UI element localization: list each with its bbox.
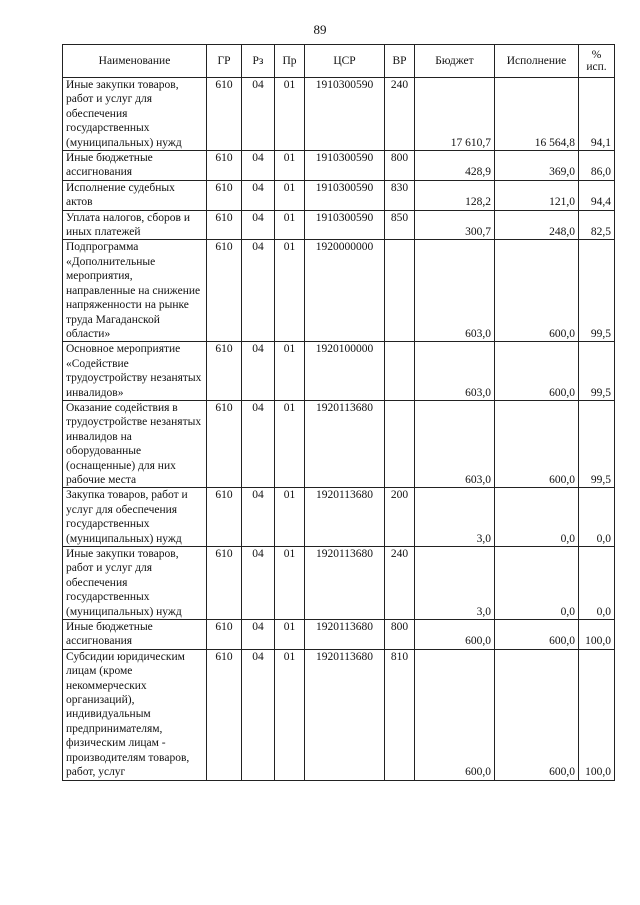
header-execution: Исполнение: [495, 45, 579, 78]
header-budget: Бюджет: [415, 45, 495, 78]
row-gr: 610: [207, 210, 242, 240]
row-rz: 04: [242, 547, 275, 620]
row-gr: 610: [207, 488, 242, 547]
row-pr: 01: [275, 400, 305, 487]
row-rz: 04: [242, 649, 275, 780]
row-vr: 810: [385, 649, 415, 780]
row-rz: 04: [242, 210, 275, 240]
row-name: Иные бюджетные ассигнования: [63, 151, 207, 181]
row-percent: 99,5: [579, 400, 615, 487]
row-percent: 86,0: [579, 151, 615, 181]
row-gr: 610: [207, 620, 242, 650]
row-budget: 600,0: [415, 620, 495, 650]
row-budget: 603,0: [415, 342, 495, 401]
row-vr: [385, 342, 415, 401]
row-csr: 1920100000: [305, 342, 385, 401]
row-pr: 01: [275, 547, 305, 620]
row-vr: 200: [385, 488, 415, 547]
row-execution: 0,0: [495, 488, 579, 547]
header-name: Наименование: [63, 45, 207, 78]
row-pr: 01: [275, 151, 305, 181]
row-percent: 82,5: [579, 210, 615, 240]
header-rz: Рз: [242, 45, 275, 78]
row-percent: 0,0: [579, 488, 615, 547]
row-execution: 600,0: [495, 400, 579, 487]
row-csr: 1920000000: [305, 240, 385, 342]
row-gr: 610: [207, 240, 242, 342]
row-budget: 600,0: [415, 649, 495, 780]
row-gr: 610: [207, 547, 242, 620]
row-name: Субсидии юридическим лицам (кроме некоммерческих организаций), индивидуальным предпринимателям, физическим лицам - производителям товаров, работ, услуг: [63, 649, 207, 780]
table-row: [63, 78, 615, 151]
table-row: [63, 210, 615, 240]
row-name: Оказание содействия в трудоустройстве незанятых инвалидов на оборудованные (оснащенные) для них рабочие места: [63, 400, 207, 487]
row-csr: 1910300590: [305, 180, 385, 210]
row-percent: 99,5: [579, 240, 615, 342]
row-name: Основное мероприятие «Содействие трудоустройству незанятых инвалидов»: [63, 342, 207, 401]
row-csr: 1910300590: [305, 151, 385, 181]
row-vr: 830: [385, 180, 415, 210]
header-gr: ГР: [207, 45, 242, 78]
row-gr: 610: [207, 151, 242, 181]
table-row: [63, 488, 615, 547]
table-row: [63, 180, 615, 210]
row-name: Иные закупки товаров, работ и услуг для обеспечения государственных (муниципальных) нужд: [63, 547, 207, 620]
row-execution: 248,0: [495, 210, 579, 240]
row-name: Иные закупки товаров, работ и услуг для обеспечения государственных (муниципальных) нужд: [63, 78, 207, 151]
table-row: [63, 620, 615, 650]
row-csr: 1920113680: [305, 400, 385, 487]
row-pr: 01: [275, 240, 305, 342]
row-vr: [385, 400, 415, 487]
row-budget: 300,7: [415, 210, 495, 240]
row-budget: 428,9: [415, 151, 495, 181]
row-vr: [385, 240, 415, 342]
row-budget: 128,2: [415, 180, 495, 210]
row-vr: 240: [385, 78, 415, 151]
row-percent: 100,0: [579, 620, 615, 650]
row-pr: 01: [275, 210, 305, 240]
row-pr: 01: [275, 78, 305, 151]
row-percent: 0,0: [579, 547, 615, 620]
row-csr: 1920113680: [305, 488, 385, 547]
row-pr: 01: [275, 488, 305, 547]
row-pr: 01: [275, 620, 305, 650]
row-rz: 04: [242, 151, 275, 181]
row-vr: 800: [385, 620, 415, 650]
row-budget: 3,0: [415, 488, 495, 547]
header-pr: Пр: [275, 45, 305, 78]
row-pr: 01: [275, 649, 305, 780]
row-execution: 600,0: [495, 342, 579, 401]
row-execution: 600,0: [495, 620, 579, 650]
row-rz: 04: [242, 488, 275, 547]
header-percent-sign: %: [591, 49, 602, 61]
budget-table: [62, 44, 615, 781]
table-row: [63, 342, 615, 401]
row-gr: 610: [207, 400, 242, 487]
row-csr: 1920113680: [305, 547, 385, 620]
row-percent: 99,5: [579, 342, 615, 401]
row-name: Иные бюджетные ассигнования: [63, 620, 207, 650]
page-number: 89: [313, 22, 327, 37]
row-gr: 610: [207, 78, 242, 151]
header-csr: ЦСР: [305, 45, 385, 78]
table-row: [63, 649, 615, 780]
table-row: [63, 547, 615, 620]
table-row: [63, 240, 615, 342]
header-vr: ВР: [385, 45, 415, 78]
row-gr: 610: [207, 180, 242, 210]
row-budget: 603,0: [415, 240, 495, 342]
row-csr: 1910300590: [305, 210, 385, 240]
row-name: Уплата налогов, сборов и иных платежей: [63, 210, 207, 240]
row-vr: 240: [385, 547, 415, 620]
row-gr: 610: [207, 342, 242, 401]
row-pr: 01: [275, 180, 305, 210]
row-percent: 94,4: [579, 180, 615, 210]
row-budget: 17 610,7: [415, 78, 495, 151]
row-rz: 04: [242, 240, 275, 342]
table-row: [63, 400, 615, 487]
row-budget: 603,0: [415, 400, 495, 487]
table-row: [63, 151, 615, 181]
row-name: Закупка товаров, работ и услуг для обеспечения государственных (муниципальных) нужд: [63, 488, 207, 547]
row-rz: 04: [242, 342, 275, 401]
row-execution: 600,0: [495, 649, 579, 780]
row-execution: 369,0: [495, 151, 579, 181]
row-execution: 600,0: [495, 240, 579, 342]
row-csr: 1920113680: [305, 620, 385, 650]
row-rz: 04: [242, 620, 275, 650]
header-percent: [579, 45, 615, 78]
row-execution: 0,0: [495, 547, 579, 620]
row-csr: 1920113680: [305, 649, 385, 780]
row-pr: 01: [275, 342, 305, 401]
row-rz: 04: [242, 78, 275, 151]
row-percent: 100,0: [579, 649, 615, 780]
table-header-row: [63, 45, 615, 78]
row-rz: 04: [242, 400, 275, 487]
header-percent-label: исп.: [586, 61, 607, 73]
row-gr: 610: [207, 649, 242, 780]
row-execution: 16 564,8: [495, 78, 579, 151]
row-name: Подпрограмма «Дополнительные мероприятия, направленные на снижение напряженности на рынке труда Магаданской области»: [63, 240, 207, 342]
row-execution: 121,0: [495, 180, 579, 210]
row-csr: 1910300590: [305, 78, 385, 151]
row-percent: 94,1: [579, 78, 615, 151]
row-name: Исполнение судебных актов: [63, 180, 207, 210]
row-rz: 04: [242, 180, 275, 210]
row-vr: 850: [385, 210, 415, 240]
row-budget: 3,0: [415, 547, 495, 620]
row-vr: 800: [385, 151, 415, 181]
